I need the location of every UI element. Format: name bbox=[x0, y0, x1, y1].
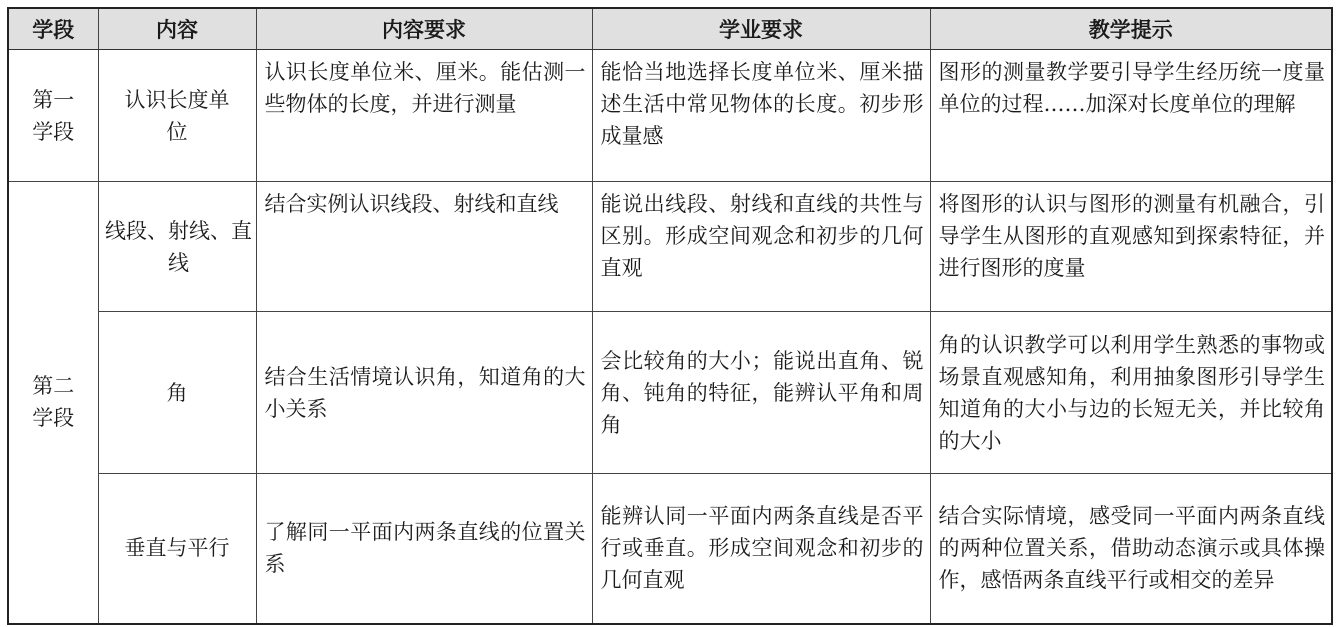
curriculum-table bbox=[7, 7, 1333, 625]
content-requirement-cell: 结合实例认识线段、射线和直线 bbox=[256, 182, 592, 312]
stage-label: 第二学段 bbox=[32, 374, 75, 431]
stage-cell bbox=[8, 182, 98, 624]
header-row bbox=[8, 8, 1332, 50]
academic-requirement-cell: 能恰当地选择长度单位米、厘米描述生活中常见物体的长度。初步形成量感 bbox=[592, 50, 930, 182]
stage-cell bbox=[8, 50, 98, 182]
teaching-tip-cell: 图形的测量教学要引导学生经历统一度量单位的过程……加深对长度单位的理解 bbox=[930, 50, 1332, 182]
content-cell: 角 bbox=[98, 312, 256, 474]
teaching-tip-cell: 角的认识教学可以利用学生熟悉的事物或场景直观感知角，利用抽象图形引导学生知道角的大小与边的长短无关，并比较角的大小 bbox=[930, 312, 1332, 474]
table-row bbox=[8, 312, 1332, 474]
academic-requirement-cell: 能说出线段、射线和直线的共性与区别。形成空间观念和初步的几何直观 bbox=[592, 182, 930, 312]
academic-requirement-cell: 会比较角的大小；能说出直角、锐角、钝角的特征，能辨认平角和周角 bbox=[592, 312, 930, 474]
content-label: 认识长度单位 bbox=[124, 87, 230, 144]
table-row bbox=[8, 50, 1332, 182]
teaching-tip-cell: 将图形的认识与图形的测量有机融合，引导学生从图形的直观感知到探索特征，并进行图形的度量 bbox=[930, 182, 1332, 312]
content-requirement-cell: 结合生活情境认识角，知道角的大小关系 bbox=[256, 312, 592, 474]
header-teaching-tip: 教学提示 bbox=[930, 8, 1332, 50]
content-cell bbox=[98, 50, 256, 182]
stage-label: 第一学段 bbox=[32, 87, 75, 144]
content-cell bbox=[98, 182, 256, 312]
header-academic-requirement: 学业要求 bbox=[592, 8, 930, 50]
content-cell: 垂直与平行 bbox=[98, 474, 256, 624]
content-label: 线段、射线、直线 bbox=[105, 218, 252, 275]
header-content: 内容 bbox=[98, 8, 256, 50]
academic-requirement-cell: 能辨认同一平面内两条直线是否平行或垂直。形成空间观念和初步的几何直观 bbox=[592, 474, 930, 624]
teaching-tip-cell: 结合实际情境，感受同一平面内两条直线的两种位置关系，借助动态演示或具体操作，感悟两条直线平行或相交的差异 bbox=[930, 474, 1332, 624]
header-stage: 学段 bbox=[8, 8, 98, 50]
content-requirement-cell: 认识长度单位米、厘米。能估测一些物体的长度，并进行测量 bbox=[256, 50, 592, 182]
table-row bbox=[8, 474, 1332, 624]
table-row bbox=[8, 182, 1332, 312]
header-content-requirement: 内容要求 bbox=[256, 8, 592, 50]
content-requirement-cell: 了解同一平面内两条直线的位置关系 bbox=[256, 474, 592, 624]
